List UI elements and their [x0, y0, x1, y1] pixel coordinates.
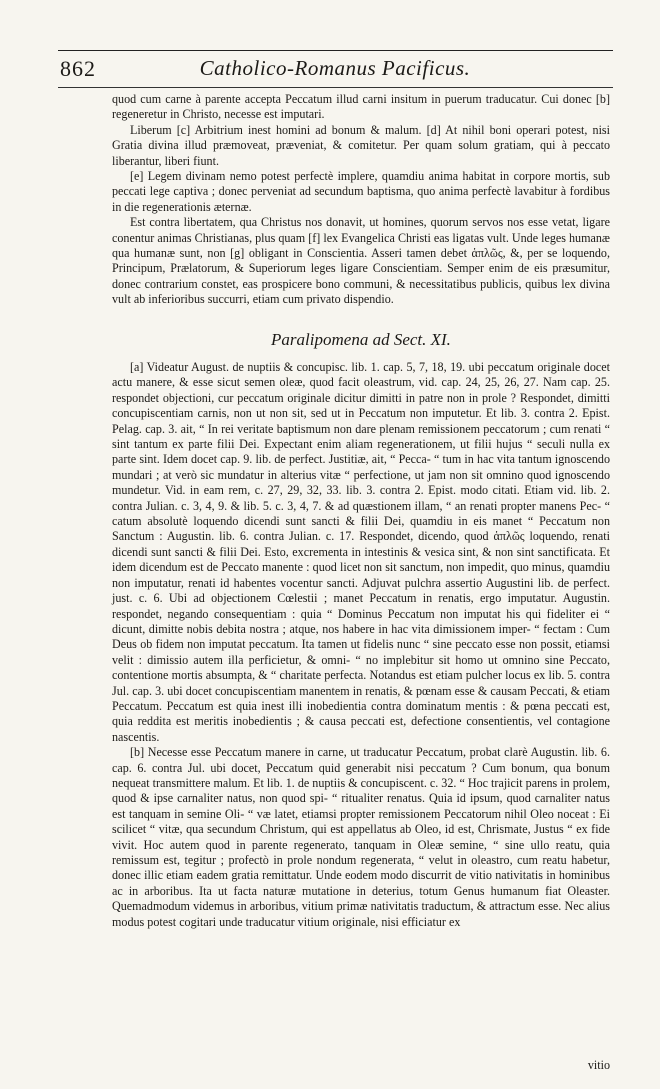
note-paragraph: [b] Necesse esse Peccatum manere in carne, ut traducatur Peccatum, probat clarè Augustin. lib. 6. cap. 6. contra Jul. ubi docet, Peccatum quid generabit nisi peccatum ? Cum bonum, qua bonum nequeat transmittere malum. Et lib. 1. de nuptiis & concupiscent. c. 32. “ Hoc trajicit parens in prolem, quod & ipse carnaliter natus, non quod spi- “ ritualiter renatus. Quia id ipsum, quod carnaliter natus est tanquam in semine Oli- “ væ latet, etiamsi propter remissionem Peccatorum nihil Oleo noceat : Ei scilicet “ vitæ, qua secundum Christum, qui est appellatus ab Oleo, id est, Chrismate, Justus “ ex fide vivit. Hoc autem quod in parente regenerato, tanquam in Oleæ semine, “ sine ullo reatu, quia remissum est, tegitur ; profectò in prole nondum regenerata, “ velut in oleastro, cum reatu habetur, donec illic etiam eadem gratia remittatur. Unde eodem modo discurrit de vitio nativitatis in hominibus ac in arboribus. Ita ut facta naturæ mutatione in deterius, totum Genus humanum fiat Oleaster. Quemadmodum videmus in arboribus, vitium primæ nativitatis traductum, & attractum esse. Nec alius modus potest cogitari unde traducatur vitium originale, nisi efficiatur ex — [112, 745, 610, 929]
paragraph: [e] Legem divinam nemo potest perfectè implere, quamdiu anima habitat in corpore mortis, sub peccati lege captiva ; donec perveniat ad secundum baptisma, quo anima perfectè lavabitur à fordibus in die regenerationis æternæ. — [112, 169, 610, 214]
paragraph: Liberum [c] Arbitrium inest homini ad bonum & malum. [d] At nihil boni operari potest, nisi Gratia divina illud præmoveat, præveniat, & comitetur. Per quam solum gratiam, qui à peccato liberantur, liberi fiunt. — [112, 122, 610, 168]
paragraph: quod cum carne à parente accepta Peccatum illud carni insitum in puerum traducatur. Cui donec [b] regeneretur in Christo, necesse est imputari. — [112, 92, 610, 122]
header-rule — [58, 87, 613, 88]
catchword: vitio — [587, 1058, 610, 1072]
paragraph: Est contra libertatem, qua Christus nos donavit, ut homines, quorum servos nos esse vetat, ligare conentur animas Christianas, plus quam [f] lex Evangelica Christi eas ligatas vult. Unde leges humanæ qua humanæ sunt, non [g] obligant in Conscientia. Asseri tamen debet ἁπλῶς, &, per se loquendo, Principum, Prælatorum, & Superiorum leges ligare Conscientiam. Semper enim de eis præsumitur, donec contrarium constet, eas prospicere bono communi, & necessitatibus publicis, quibus lex divina vult ab inferioribus succurri, etiam cum privato dispendio. — [112, 215, 610, 307]
page-number: 862 — [60, 56, 96, 81]
running-title: Catholico-Romanus Pacificus. — [199, 56, 471, 80]
notes-text-block — [112, 360, 610, 930]
page-header — [60, 56, 610, 82]
note-paragraph: [a] Videatur August. de nuptiis & concupisc. lib. 1. cap. 5, 7, 18, 19. ubi peccatum originale docet actu manere, & esse sicut semen oleæ, quod facit oleastrum, vid. cap. 24, 25, 26, 27. Nam cap. 25. respondet objectioni, cur peccatum originale dicitur dimitti in patre non in prole ? Respondet, dimitti concupiscentiam carnis, non ut non sit, sed ut in Peccatum non imputetur. Et lib. 3. contra 2. Epist. Pelag. cap. 3. ait, “ In rei veritate baptismum non dare plenam remissionem peccatorum ; cum renati “ sint tantum ex parte filii Dei. Expectant enim aliam regenerationem, ut filii hujus “ seculi nulla ex parte sint. Idem docet cap. 9. lib. de perfect. Justitiæ, ait, “ Pecca- “ tum in hac vita tantum ignoscendo mundari ; at verò sic mundatur in alterius vitæ “ perfectione, ut jam non sit omnino quod ignoscendo mundetur. Vid. in eam rem, c. 27, 29, 32, 33. lib. 3. contra 2. Epist. modo citati. Etiam vid. lib. 2. contra Julian. c. 3, 4, 9. & lib. 5. c. 3, 4, 7. & ad quæstionem illam, “ an renati propter manens Pec- “ catum absolutè loquendo dicendi sunt sancti & filii Dei, quamdiu in eis manet “ Peccatum non Sanctum : Augustin. lib. 6. contra Julian. c. 17. Respondet, dicendo, quod ἁπλῶς loquendo, renati dicendi sunt sancti & filii Dei. Esto, excrementa in intestinis & vesica sint, & non sint sanctificata. Et idem dicendum est de Peccato manente : quod licet non sit sanctum, non impedit, quo minus, quamdiu non imputatur, renati id habentes vocentur sancti. Adjuvat pulchra assertio Augustini lib. de perfect. just. c. 6. Ubi ad objectionem Cœlestii ; manet Peccatum in renatis, ergo imputatur. Augustin. respondet, negando consequentiam : quia “ Dominus Peccatum non imputat his qui fideliter ei “ dicunt, dimitte nobis debita nostra ; atque, nos habere in hac vita dimissionem imper- “ fectam : Cum Deus ob fidem non imputat peccatum. Ita tamen ut fidelis nunc “ sine peccato esse non possit, etiamsi velit : dimissio autem illa perficietur, & omni- “ no implebitur sit homo ut omnino sine Peccato, contentione mortis absumpta, & “ charitate perfecta. Notandus est etiam pulcher locus ex lib. 5. contra Jul. cap. 3. ubi docet concupiscentiam manentem in renatis, & pœnam esse & causam Peccati, & etiam Peccatum. Peccatum est quia inest illi inobedientia contra dominatum mentis : & pœna peccati est, quia reddita est meritis inobedientis ; & causa peccati est, defectione consentientis, vel contagione nascentis. — [112, 360, 610, 744]
section-title: Paralipomena ad Sect. XI. — [271, 330, 451, 349]
top-rule — [58, 50, 613, 51]
upper-text-block — [112, 92, 610, 308]
